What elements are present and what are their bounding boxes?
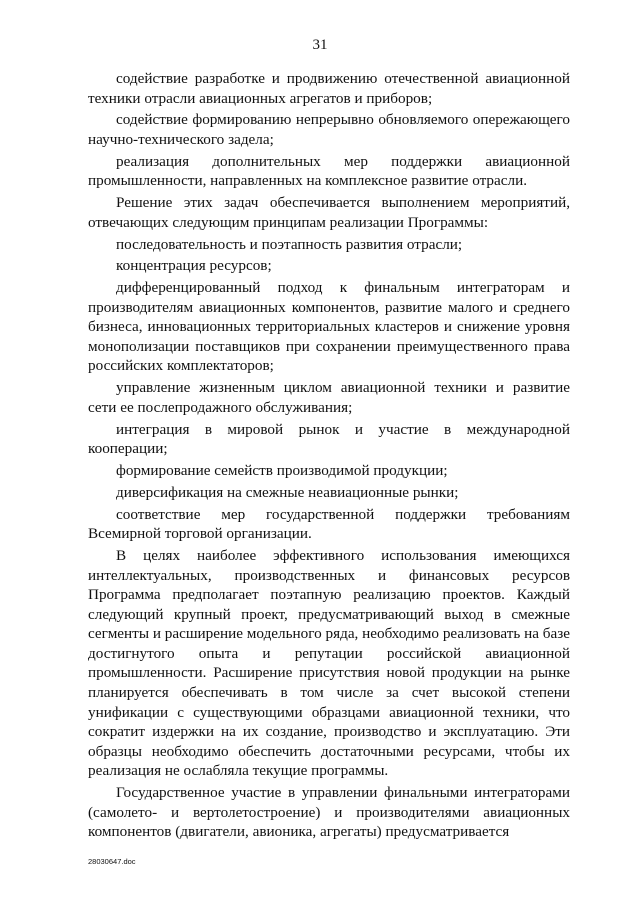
page-number: 31 [312, 37, 328, 53]
paragraph: реализация дополнительных мер поддержки авиационной промышленности, направленных на комплексное развитие отрасли. [88, 152, 570, 190]
paragraph: диверсификация на смежные неавиационные рынки; [116, 483, 459, 501]
paragraph: последовательность и поэтапность развития отрасли; [116, 235, 463, 253]
paragraph: управление жизненным циклом авиационной техники и развитие сети ее послепродажного обслуживания; [88, 379, 570, 416]
footer-document-code: 28030647.doc [88, 857, 136, 866]
paragraph: дифференцированный подход к финальным интеграторам и производителям авиационных компонентов, развитие малого и среднего бизнеса, инновационных территориальных кластеров и снижение уровня монополизации поставщиков при сохранении преимущественного права российских комплектаторов; [88, 279, 570, 375]
paragraph: В целях наиболее эффективного использования имеющихся интеллектуальных, производственных и финансовых ресурсов Программа предполагает поэтапную реализацию проектов. Каждый следующий крупный проект, предусматривающий выход в смежные сегменты и расширение модельного ряда, необходимо реализовать на базе достигнутого опыта и репутации российской авиационной промышленности. Расширение присутствия новой продукции на рынке планируется обеспечивать в том числе за счет высокой степени унификации с существующими образцами авиационной техники, что сократит издержки на их создание, производство и эксплуатацию. Эти образцы необходимо обеспечить достаточными ресурсами, чтобы их реализация не ослабляла текущие программы. [88, 546, 570, 780]
document-body [88, 69, 570, 844]
paragraph: Решение этих задач обеспечивается выполнением мероприятий, отвечающих следующим принципам реализации Программы: [88, 194, 570, 231]
paragraph: концентрация ресурсов; [116, 257, 272, 275]
paragraph: содействие разработке и продвижению отечественной авиационной техники отрасли авиационных агрегатов и приборов; [88, 70, 570, 107]
paragraph: интеграция в мировой рынок и участие в международной кооперации; [88, 420, 570, 458]
paragraph: Государственное участие в управлении финальными интеграторами (самолето- и вертолетостроение) и производителями авиационных компонентов (двигатели, авионика, агрегаты) предусматривается [88, 784, 570, 841]
paragraph: содействие формированию непрерывно обновляемого опережающего научно-технического задела; [88, 111, 570, 148]
paragraph: формирование семейств производимой продукции; [116, 461, 448, 479]
paragraph: соответствие мер государственной поддержки требованиям Всемирной торговой организации. [88, 505, 570, 543]
